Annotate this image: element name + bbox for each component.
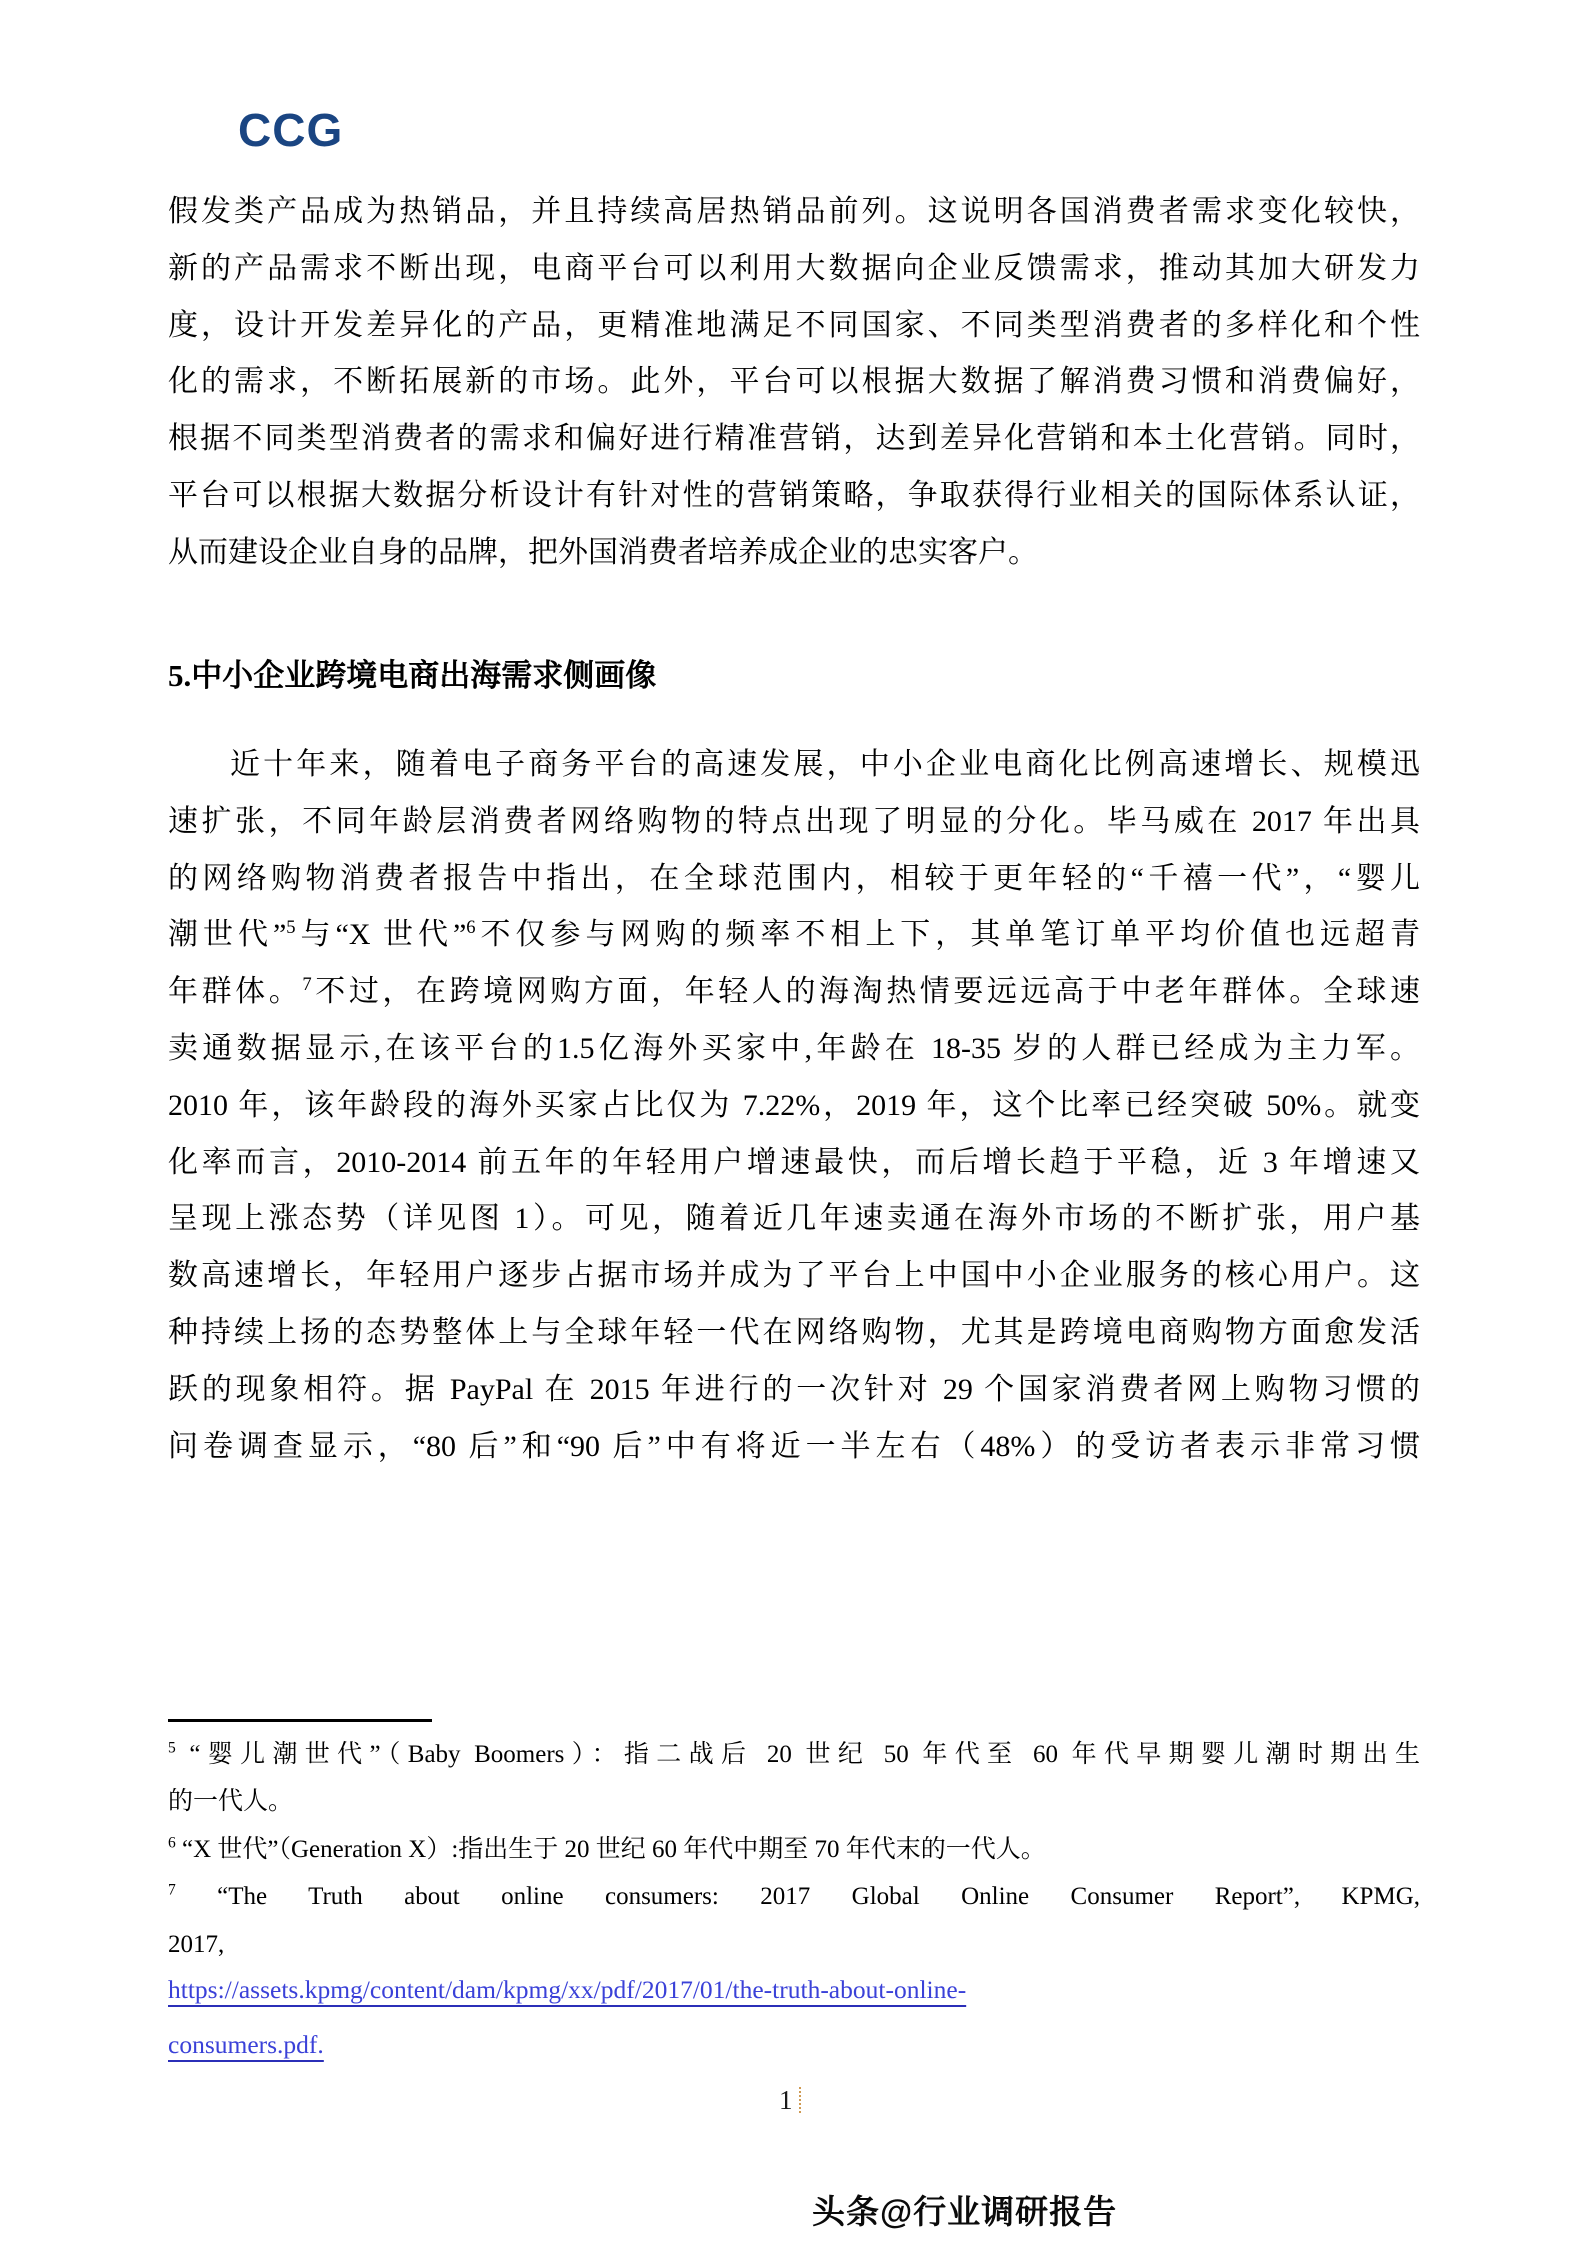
footnote-ref: 6 xyxy=(168,1834,176,1852)
text-line: 年群体。$^7$不过，在跨境网购方面，年轻人的海淘热情要远远高于中老年群体。全球速 xyxy=(168,974,1421,1009)
footnote-ref: 7 xyxy=(302,974,312,996)
text-line: 卖通数据显示,在该平台的1.5亿海外买家中,年龄在 18-35 岁的人群已经成为主力军。 xyxy=(168,1031,1420,1065)
footnote-ref: 6 xyxy=(466,917,476,939)
footnotes-block xyxy=(168,1731,1420,1968)
text-line: 潮世代”$^5$与“X 世代”$^6$不仅参与网购的频率不相上下，其单笔订单平均价值也远超青 xyxy=(168,917,1421,952)
text-line: 假发类产品成为热销品，并且持续高居热销品前列。这说明各国消费者需求变化较快， xyxy=(168,195,1420,228)
text-line: 化率而言，2010-2014 前五年的年轻用户增速最快，而后增长趋于平稳，近 3 年增速又 xyxy=(168,1145,1420,1179)
text-line: 2017, xyxy=(168,1930,225,1958)
text-line: 平台可以根据大数据分析设计有针对性的营销策略，争取获得行业相关的国际体系认证， xyxy=(168,478,1420,512)
cursor-mark xyxy=(799,2087,801,2113)
text-line: 2010 年，该年龄段的海外买家占比仅为 7.22%，2019 年，这个比率已经突破 50%。就变 xyxy=(168,1088,1420,1122)
text-line: 的一代人。 xyxy=(168,1788,294,1816)
text-line: 呈现上涨态势（详见图 1）。可见，随着近几年速卖通在海外市场的不断扩张，用户基 xyxy=(168,1202,1420,1236)
page-number: 1 xyxy=(779,2085,793,2115)
text-line: 近十年来，随着电子商务平台的高速发展，中小企业电商化比例高速增长、规模迅 xyxy=(230,748,1420,781)
footnote-link-line-2[interactable]: consumers.pdf. xyxy=(168,2030,324,2059)
text-line: 化的需求，不断拓展新的市场。此外，平台可以根据大数据了解消费习惯和消费偏好， xyxy=(168,365,1420,399)
text-line: 的网络购物消费者报告中指出，在全球范围内，相较于更年轻的“千禧一代”，“婴儿 xyxy=(168,861,1420,895)
text-line: 度，设计开发差异化的产品，更精准地满足不同国家、不同类型消费者的多样化和个性 xyxy=(168,308,1420,342)
text-line: 从而建设企业自身的品牌，把外国消费者培养成企业的忠实客户。 xyxy=(168,535,1038,569)
footnote-link-block xyxy=(168,1962,1420,2072)
text-line: 新的产品需求不断出现，电商平台可以利用大数据向企业反馈需求，推动其加大研发力 xyxy=(168,251,1420,285)
paragraph-2 xyxy=(168,737,1420,1475)
text-line: 跃的现象相符。据 PayPal 在 2015 年进行的一次针对 29 个国家消费者网上购物习惯的 xyxy=(168,1372,1420,1406)
section-heading: 5.中小企业跨境电商出海需求侧画像 xyxy=(168,658,657,693)
text-line: 问卷调查显示，“80 后”和“90 后”中有将近一半左右（48%）的受访者表示非常习惯 xyxy=(168,1429,1420,1463)
text-line: 速扩张，不同年龄层消费者网络购物的特点出现了明显的分化。毕马威在 2017 年出具 xyxy=(168,804,1420,838)
footnote-ref: 5 xyxy=(286,917,296,939)
ccg-logo: CCG xyxy=(238,104,344,156)
paragraph-1 xyxy=(168,184,1420,582)
footnote-divider xyxy=(168,1719,432,1722)
footnote-link-line-1[interactable]: https://assets.kpmg/content/dam/kpmg/xx/pdf/2017/01/the-truth-about-online- xyxy=(168,1975,967,2004)
text-line: 根据不同类型消费者的需求和偏好进行精准营销，达到差异化营销和本土化营销。同时， xyxy=(168,422,1420,456)
text-line: $^5$ “婴儿潮世代”（Baby Boomers）：指二战后 20 世纪 50 年代至 60 年代早期婴儿潮时期出生 xyxy=(168,1739,1420,1768)
text-line: 数高速增长，年轻用户逐步占据市场并成为了平台上中国中小企业服务的核心用户。这 xyxy=(168,1259,1420,1293)
watermark: 头条@行业调研报告 xyxy=(812,2193,1118,2230)
text-line: 种持续上扬的态势整体上与全球年轻一代在网络购物，尤其是跨境电商购物方面愈发活 xyxy=(168,1315,1420,1349)
text-line: $^6$ “X 世代”（Generation X）:指出生于 20 世纪 60 年代中期至 70 年代末的一代人。 xyxy=(168,1834,1046,1863)
footnote-ref: 7 xyxy=(168,1881,176,1899)
text-line: $^7$ “The Truth about online consumers: 2017 Global Online Consumer Report”, KPMG, xyxy=(168,1881,1420,1911)
footnote-ref: 5 xyxy=(168,1739,176,1757)
